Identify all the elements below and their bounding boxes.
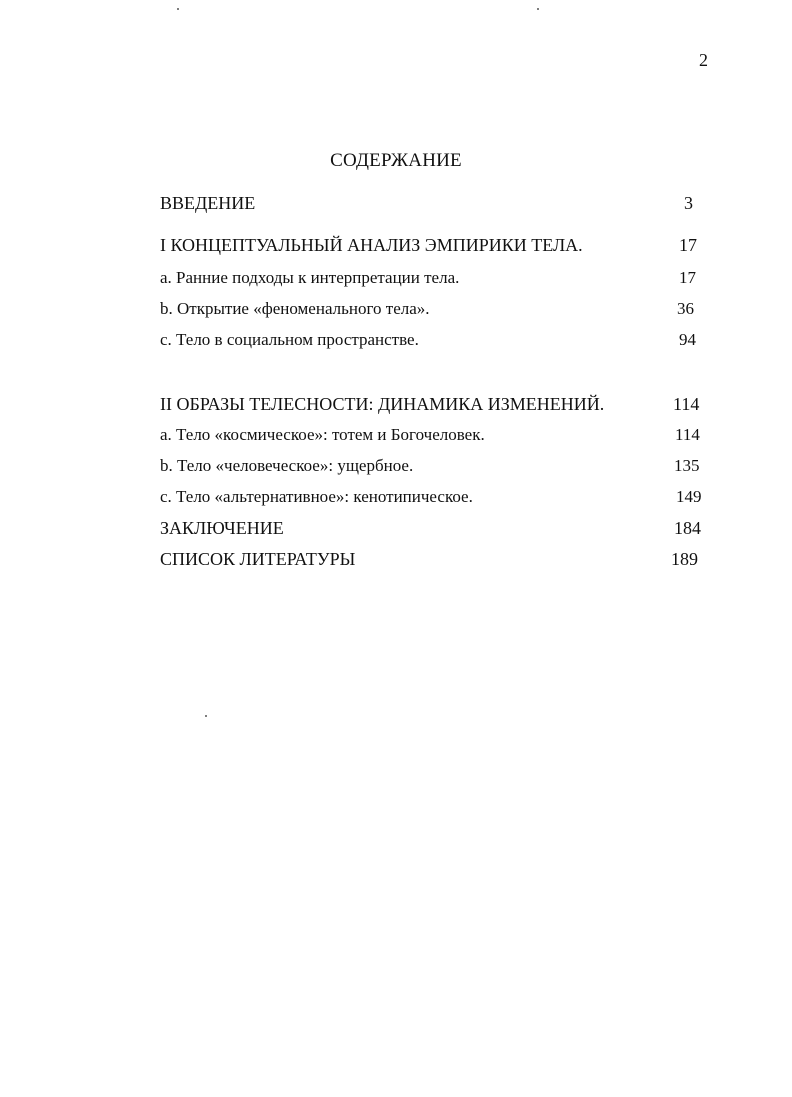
page-number: 2 xyxy=(699,50,708,70)
toc-entry-page: 135 xyxy=(674,456,700,475)
toc-entry-label: c. Тело в социальном пространстве. xyxy=(160,330,419,349)
toc-entry-label: ЗАКЛЮЧЕНИЕ xyxy=(160,518,284,538)
toc-entry-label: ВВЕДЕНИЕ xyxy=(160,193,256,213)
toc-entry-label: I КОНЦЕПТУАЛЬНЫЙ АНАЛИЗ ЭМПИРИКИ ТЕЛА. xyxy=(160,235,583,255)
toc-entry-page: 149 xyxy=(676,487,702,506)
scan-speck xyxy=(537,8,539,10)
toc-entry-page: 94 xyxy=(679,330,696,349)
toc-entry-page: 114 xyxy=(675,425,700,444)
toc-entry-page: 36 xyxy=(677,299,694,318)
toc-entry-page: 114 xyxy=(673,394,700,414)
toc-entry-label: a. Ранние подходы к интерпретации тела. xyxy=(160,268,460,287)
toc-entry-label: СПИСОК ЛИТЕРАТУРЫ xyxy=(160,549,356,569)
toc-entry-label: a. Тело «космическое»: тотем и Богочеловек. xyxy=(160,425,485,444)
scan-speck xyxy=(205,715,207,717)
page-title: СОДЕРЖАНИЕ xyxy=(330,150,462,171)
scan-speck xyxy=(177,8,179,10)
toc-entry-page: 17 xyxy=(679,235,697,255)
toc-entry-label: b. Тело «человеческое»: ущербное. xyxy=(160,456,414,475)
toc-entry-label: II ОБРАЗЫ ТЕЛЕСНОСТИ: ДИНАМИКА ИЗМЕНЕНИЙ. xyxy=(160,394,605,414)
toc-entry-page: 3 xyxy=(684,193,693,213)
toc-entry-page: 189 xyxy=(671,549,698,569)
toc-entry-page: 17 xyxy=(679,268,696,287)
toc-entry-page: 184 xyxy=(674,518,701,538)
toc-entry-label: b. Открытие «феноменального тела». xyxy=(160,299,430,318)
toc-entry-label: c. Тело «альтернативное»: кенотипическое. xyxy=(160,487,473,506)
